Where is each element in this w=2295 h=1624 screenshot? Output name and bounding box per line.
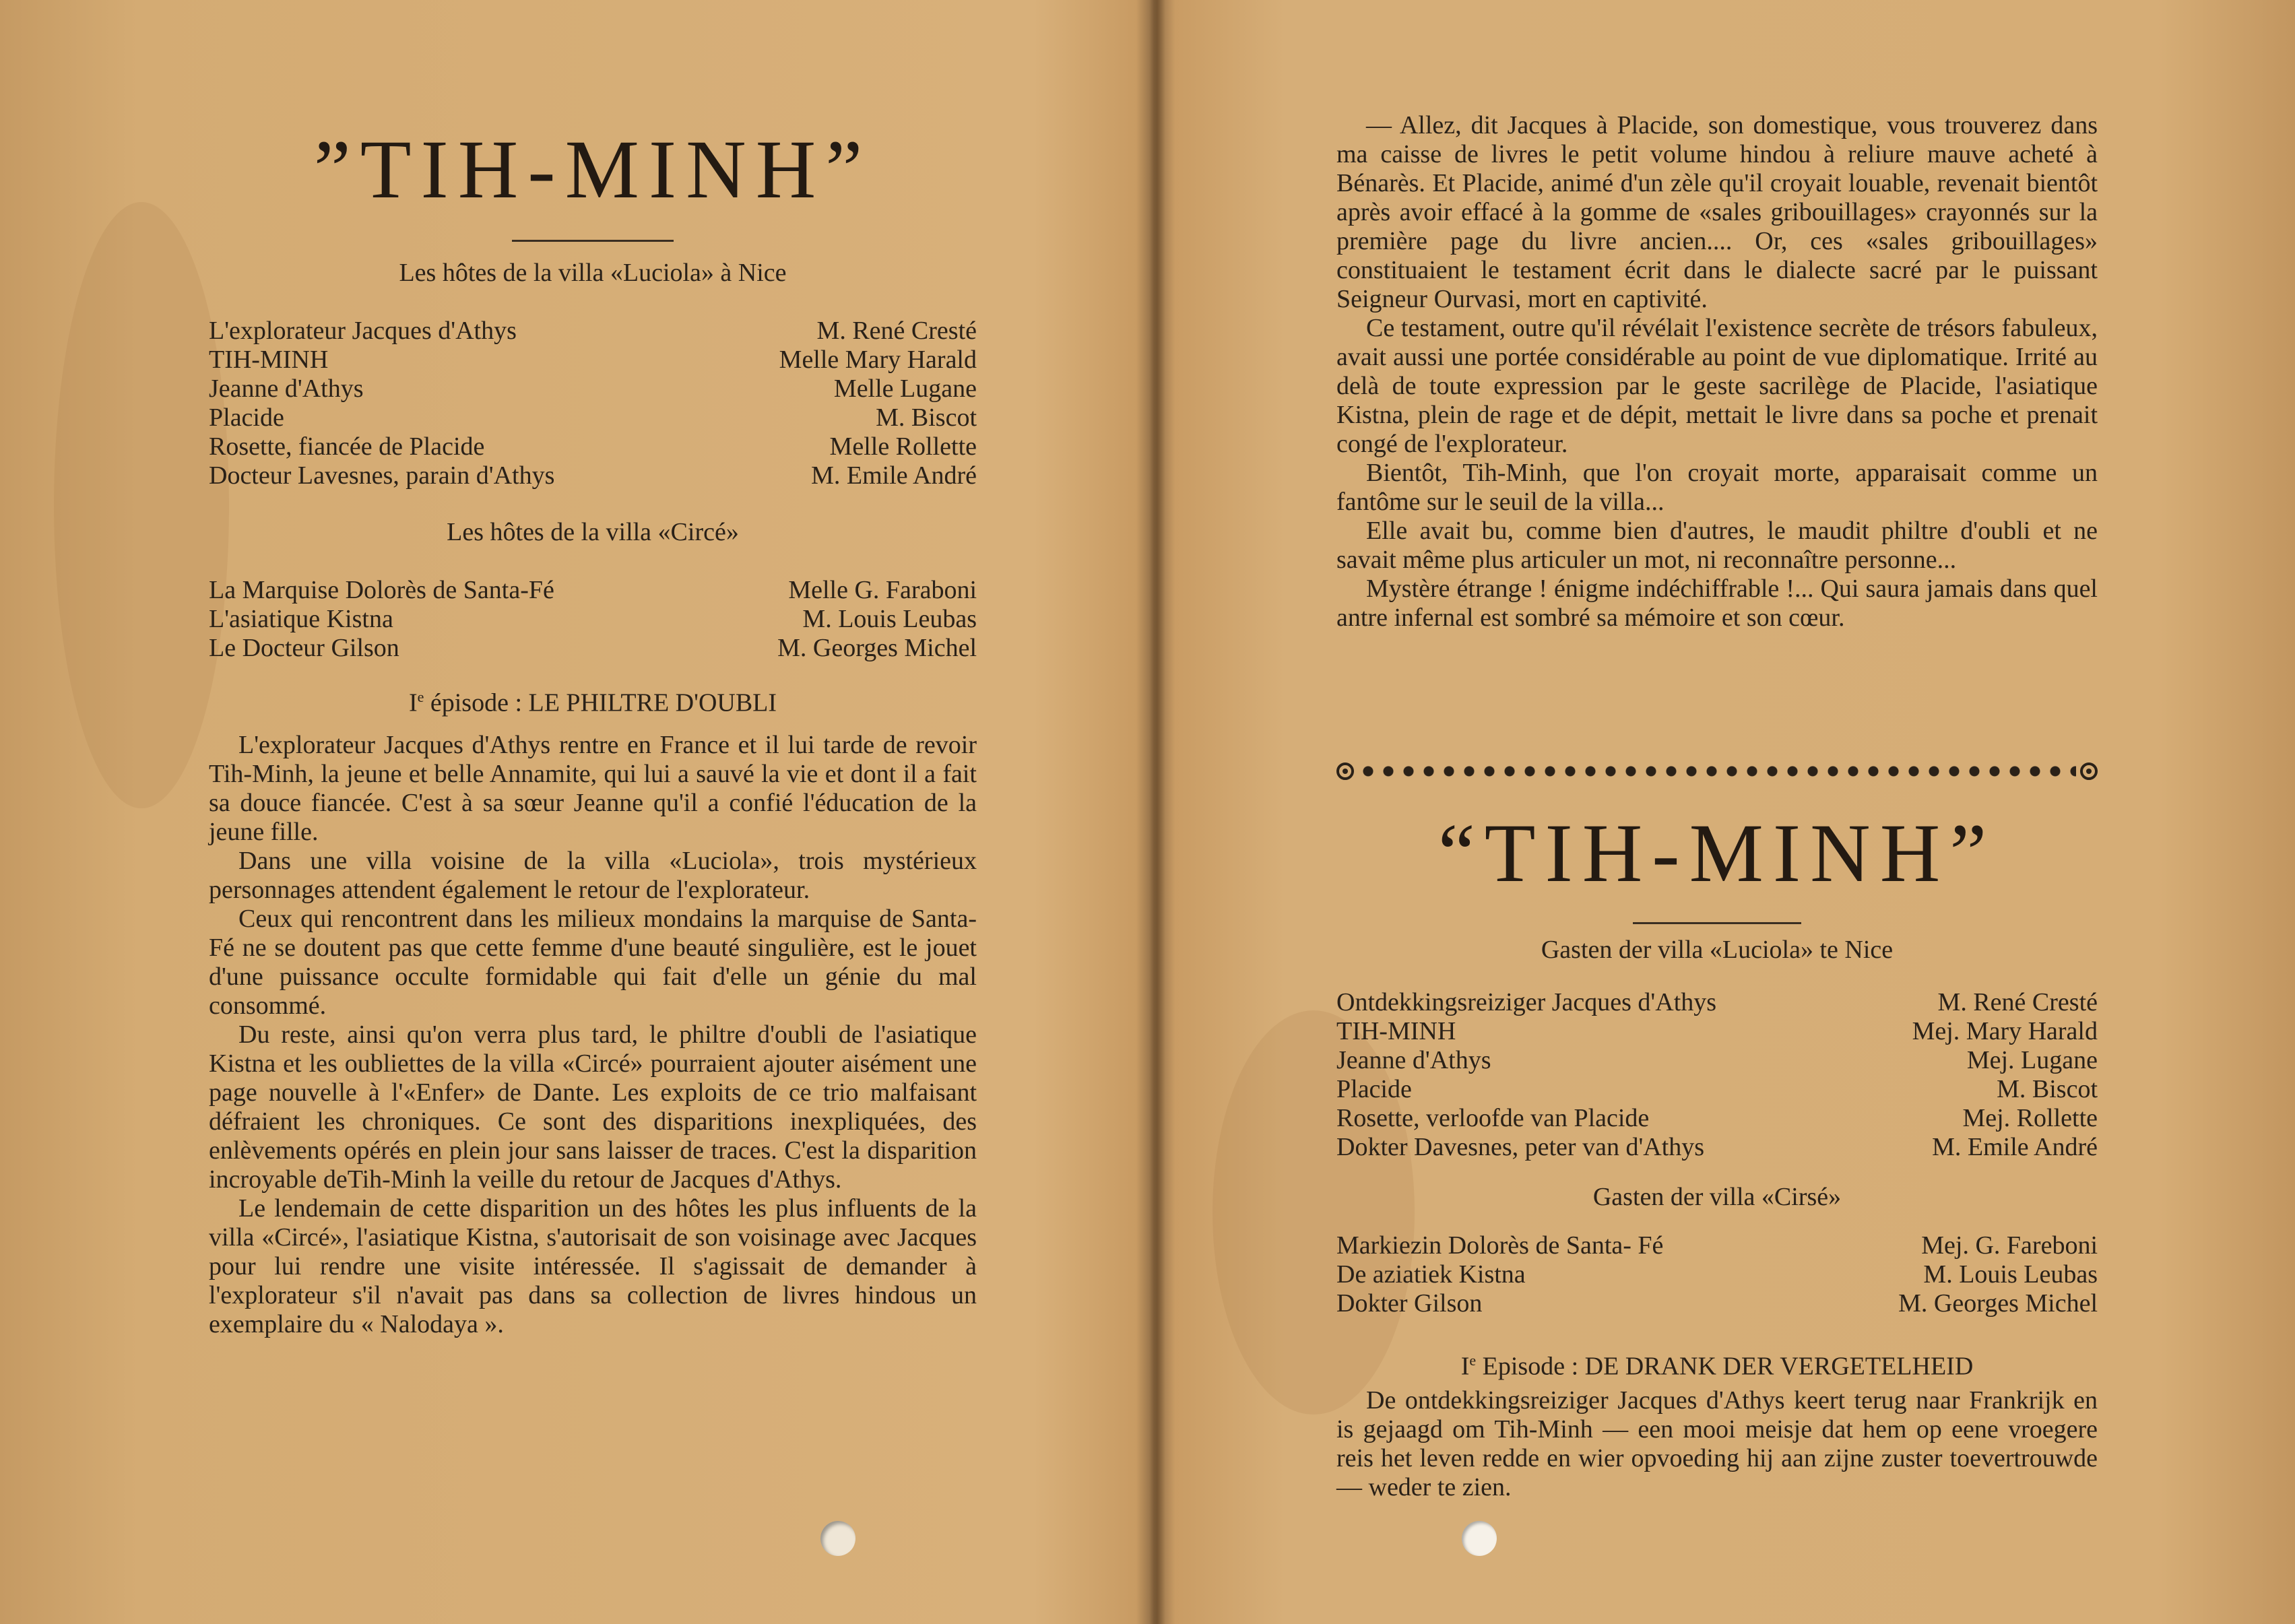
paragraph: Le lendemain de cette disparition un des hôtes les plus influents de la villa «Circé», l'asiatique Kistna, s'autorisait de son voisinage avec Jacques pour lui rendre une visite intéressée. Il s'agissait de demander à l'explorateur s'il n'avait pas dans sa collection de livres hindous un exemplaire du « Nalodaya ». [209,1194,977,1338]
cast-row: TIH-MINH Mej. Mary Harald [1336,1017,2098,1045]
right-title-block [1336,807,2098,924]
cast-row: TIH-MINH Melle Mary Harald [209,346,977,374]
cast-section-cirse-nl [1336,1180,2098,1318]
episode-heading: Ie Episode : DE DRANK DER VERGETELHEID [1460,1352,1974,1381]
page-title: “TIH-MINH” [1437,807,1997,899]
cast-row: Jeanne d'Athys Melle Lugane [209,375,977,403]
cast-row: La Marquise Dolorès de Santa-Fé Melle G. Faraboni [209,576,977,604]
cast-row: De aziatiek Kistna M. Louis Leubas [1336,1260,2098,1289]
episode-heading: Ie épisode : LE PHILTRE D'OUBLI [408,688,777,717]
paragraph: Ce testament, outre qu'il révélait l'existence secrète de trésors fabuleux, avait aussi une portée considérable au point de vue diplomatique. Irrité au delà de toute expression par le geste sacrilège de Placide, l'asiatique Kistna, plein de rage et de dépit, mettait le livre dans sa poche et prenait congé de l'explorateur. [1336,314,2098,458]
synopsis-continued [1336,111,2098,632]
cast-row: Ontdekkingsreiziger Jacques d'Athys M. René Cresté [1336,988,2098,1016]
cast-list [1336,988,2098,1162]
paragraph: Ceux qui rencontrent dans les milieux mondains la marquise de Santa-Fé ne se doutent pas que cette femme d'une beauté singulière, est le jouet d'une puissance occulte formidable qui fait d'elle un génie du mal consommé. [209,905,977,1020]
title-rule [512,240,674,242]
cast-row: Jeanne d'Athys Mej. Lugane [1336,1046,2098,1074]
ornamental-divider [1336,762,2098,780]
cast-row: Rosette, verloofde van Placide Mej. Rollette [1336,1104,2098,1132]
cast-list [209,317,977,490]
cast-row: L'explorateur Jacques d'Athys M. René Cresté [209,317,977,345]
cast-row: L'asiatique Kistna M. Louis Leubas [209,605,977,633]
paragraph: Dans une villa voisine de la villa «Luciola», trois mystérieux personnages attendent également le retour de l'explorateur. [209,847,977,904]
right-page [1159,0,2295,1624]
cast-row: Le Docteur Gilson M. Georges Michel [209,634,977,662]
cast-list [209,576,977,663]
ornament-end [2080,762,2098,780]
punch-hole [820,1521,855,1556]
ornament-chain [1358,763,2076,779]
cast-section-luciola [209,256,977,490]
cast-heading: Gasten der villa «Luciola» te Nice [1541,936,1894,964]
synopsis-text [209,731,977,1339]
cast-row: Dokter Gilson M. Georges Michel [1336,1289,2098,1318]
cast-heading: Les hôtes de la villa «Luciola» à Nice [399,259,787,287]
cast-row: Docteur Lavesnes, parain d'Athys M. Emile André [209,461,977,490]
episode-text [1336,1386,2098,1502]
cast-section-luciola-nl [1336,933,2098,1162]
punch-hole [1462,1521,1497,1556]
page-title: ”TIH-MINH” [313,123,872,216]
ornament-end [1336,762,1354,780]
cast-row: Placide M. Biscot [209,403,977,432]
paragraph: De ontdekkingsreiziger Jacques d'Athys keert terug naar Frankrijk en is gejaagd om Tih-Minh — een mooi meisje dat hem op eene vroegere reis het leven redde en wier opvoeding hij aan zijne zuster toevertrouwde — weder te zien. [1336,1386,2098,1501]
paragraph: L'explorateur Jacques d'Athys rentre en France et il lui tarde de revoir Tih-Minh, la jeune et belle Annamite, qui lui a sauvé la vie et dont il a fait sa douce fiancée. C'est à sa sœur Jeanne qu'il a confié l'éducation de la jeune fille. [209,731,977,846]
cast-heading: Les hôtes de la villa «Circé» [447,518,739,546]
paragraph: Elle avait bu, comme bien d'autres, le maudit philtre d'oubli et ne savait même plus articuler un mot, ni reconnaître personne... [1336,517,2098,574]
cast-section-circe [209,515,977,663]
cast-heading: Gasten der villa «Cirsé» [1592,1183,1842,1211]
paragraph: — Allez, dit Jacques à Placide, son domestique, vous trouverez dans ma caisse de livres le petit volume hindou à reliure mauve acheté à Bénarès. Et Placide, animé d'un zèle qu'il croyait louable, revenait bientôt après avoir effacé à la gomme de «sales gribouillages» crayonnés sur la première page du livre ancien.... Or, ces «sales gribouillages» constituaient le testament écrit dans le dialecte sacré par le puissant Seigneur Ourvasi, mort en captivité. [1336,111,2098,313]
cast-row: Rosette, fiancée de Placide Melle Rollette [209,432,977,461]
cast-row: Placide M. Biscot [1336,1075,2098,1103]
paragraph: Bientôt, Tih-Minh, que l'on croyait morte, apparaisait comme un fantôme sur le seuil de la villa... [1336,459,2098,516]
paragraph: Mystère étrange ! énigme indéchiffrable !... Qui saura jamais dans quel antre infernal est sombré sa mémoire et son cœur. [1336,575,2098,632]
title-rule [1633,922,1801,924]
left-title-block [209,123,977,242]
paragraph: Du reste, ainsi qu'on verra plus tard, le philtre d'oubli de l'asiatique Kistna et les oubliettes de la villa «Circé» pourraient ajouter aisément une page nouvelle à l'«Enfer» de Dante. Les exploits de ce trio malfaisant défraient les chroniques. Ce sont des disparitions inexpliquées, des enlèvements opérés en plein jour sans laisser de traces. C'est la disparition incroyable deTih-Minh la veille du retour de Jacques d'Athys. [209,1020,977,1194]
cast-row: Dokter Davesnes, peter van d'Athys M. Emile André [1336,1133,2098,1161]
cast-list [1336,1231,2098,1318]
cast-row: Markiezin Dolorès de Santa- Fé Mej. G. Fareboni [1336,1231,2098,1260]
